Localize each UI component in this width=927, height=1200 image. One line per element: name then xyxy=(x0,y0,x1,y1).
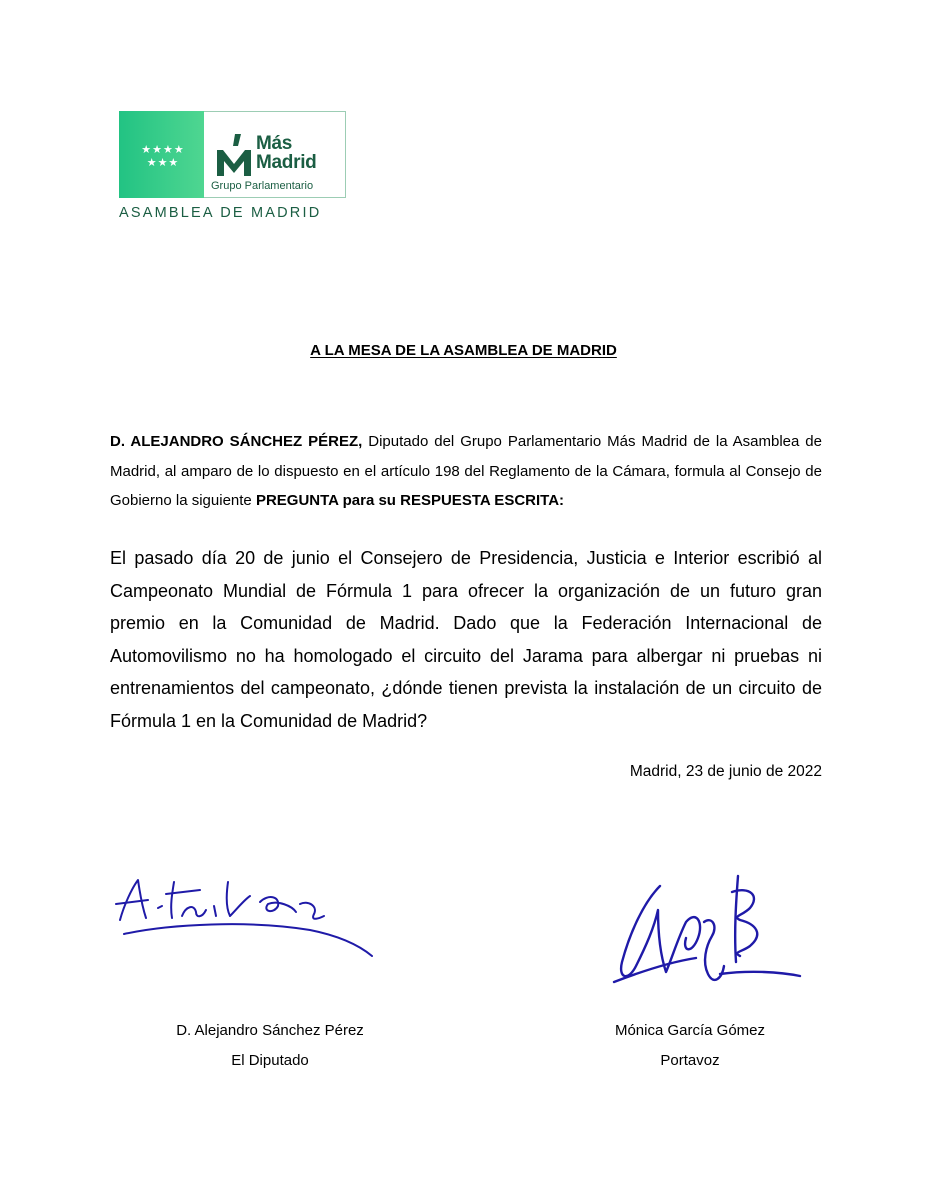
brand-line-1: Más xyxy=(256,133,293,154)
signatory-role: El Diputado xyxy=(231,1052,309,1069)
signatory-left xyxy=(140,1016,400,1076)
intro-paragraph xyxy=(110,427,822,516)
group-label: Grupo Parlamentario xyxy=(211,180,314,192)
brand-block xyxy=(204,111,346,198)
institution-label: ASAMBLEA DE MADRID xyxy=(119,205,322,221)
deputy-name: D. ALEJANDRO SÁNCHEZ PÉREZ, xyxy=(110,433,363,450)
signatory-right xyxy=(560,1016,820,1076)
signature-right xyxy=(600,862,810,997)
signatory-role: Portavoz xyxy=(660,1052,720,1069)
document-heading xyxy=(0,342,927,359)
document-date: Madrid, 23 de junio de 2022 xyxy=(629,763,822,780)
logo-box xyxy=(119,111,346,198)
brand-line-2: Madrid xyxy=(256,152,317,173)
party-logo xyxy=(119,111,346,221)
mas-madrid-m-icon xyxy=(214,132,254,178)
intro-text: Diputado del Grupo Parlamentario Más Madrid de la Asamblea de Madrid, al amparo de lo dispuesto en el artículo 198 del Reglamento de la Cámara, formula al Consejo de Gobierno la siguiente xyxy=(110,433,822,509)
request-type: PREGUNTA para su RESPUESTA ESCRITA: xyxy=(255,492,565,509)
question-paragraph: El pasado día 20 de junio el Consejero de Presidencia, Justicia e Interior escribió al Campeonato Mundial de Fórmula 1 para ofrecer la organización de un futuro gran premio en la Comunidad de Madrid. Dado que la Federación Internacional de Automovilismo no ha homologado el circuito del Jarama para albergar ni pruebas ni entrenamientos del campeonato, ¿dónde tienen prevista la instalación de un circuito de Fórmula 1 en la Comunidad de Madrid? xyxy=(110,548,822,731)
heading-text: A LA MESA DE LA ASAMBLEA DE MADRID xyxy=(310,342,617,359)
stars-icon: ★★★★ ★★★ xyxy=(141,143,185,169)
signature-left xyxy=(110,860,380,970)
signatory-name: D. Alejandro Sánchez Pérez xyxy=(176,1022,364,1039)
signatory-name: Mónica García Gómez xyxy=(614,1022,766,1039)
madrid-flag-block xyxy=(119,111,204,198)
